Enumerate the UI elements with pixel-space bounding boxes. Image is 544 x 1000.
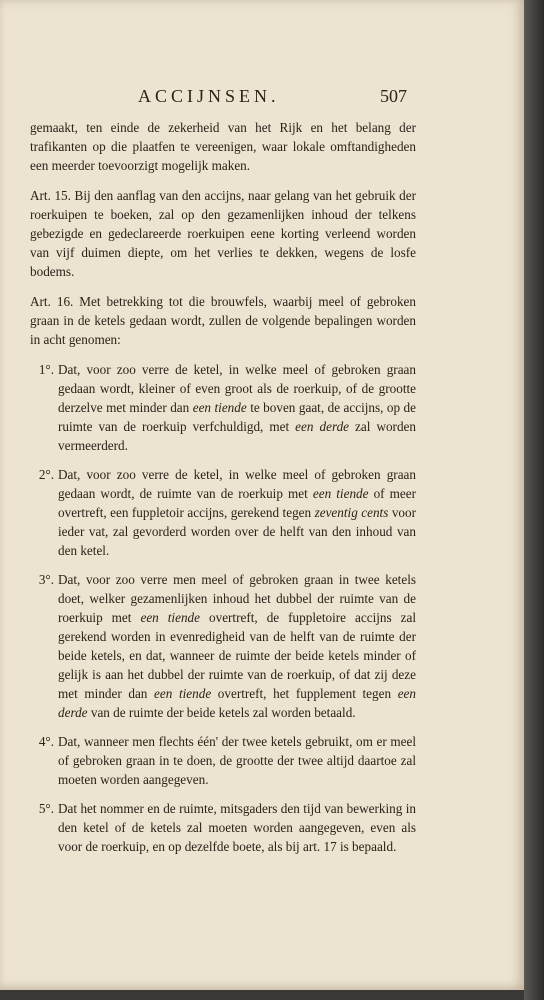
text-run: overtreft, het fupplement tegen <box>211 686 398 701</box>
item-number: 2°. <box>38 467 54 482</box>
list-item <box>30 465 416 560</box>
page-number: 507 <box>380 86 407 106</box>
italic-run: zeventig cents <box>314 505 389 520</box>
running-title: ACCIJNSEN. <box>138 86 280 106</box>
text-run: Art. 16. Met betrekking tot die brouwfels, waarbij meel of gebroken graan in de ketels gedaan wordt, zullen de volgende bepalingen worden in acht genomen: <box>30 294 416 347</box>
text-run: gemaakt, ten einde de zekerheid van het Rijk en het belang der trafikanten op die plaatfen te vereenigen, waar lokale omftandigheden een meerder toevoorzigt mogelijk maken. <box>30 120 416 173</box>
italic-run: een tiende <box>192 400 247 415</box>
item-text <box>58 732 416 789</box>
text-run: te boven gaat, de accijns, op de ruimte van de roerkuip verfchuldigd, met <box>58 400 417 434</box>
paragraph-article-15 <box>30 186 416 281</box>
item-number: 3°. <box>38 572 54 587</box>
italic-run: een tiende <box>154 686 212 701</box>
book-binding-edge <box>524 0 544 1000</box>
item-text <box>58 465 416 560</box>
item-text <box>58 570 416 722</box>
text-run: voor ieder vat, zal gevorderd worden over de helft van den inhoud van den ketel. <box>58 505 416 558</box>
page-content <box>30 118 416 866</box>
text-run: Dat, voor zoo verre de ketel, in welke meel of gebroken graan gedaan wordt, de ruimte van de roerkuip met <box>58 467 416 501</box>
list-item <box>30 732 416 789</box>
text-run: Dat, wanneer men flechts één' der twee ketels gebruikt, om er meel of gebroken graan in te doen, de grootte der twee altijd daartoe zal moeten worden aangegeven. <box>58 734 416 787</box>
text-run: Dat het nommer en de ruimte, mitsgaders den tijd van bewerking in den ketel of de ketels zal moeten worden aangegeven, even als voor de roerkuip, en op dezelfde boete, als bij art. 17 is bepaald. <box>58 801 416 854</box>
text-run: overtreft, de fuppletoire accijns zal gerekend worden in evenredigheid van de helft van de ruimte der beide ketels, en dat, wanneer de ruimte der beide ketels minder of gelijk is aan het dubbel der ruimte van de roerkuip, of dat zij deze met minder dan <box>58 610 416 701</box>
list-item <box>30 799 416 856</box>
italic-run: een derde <box>295 419 350 434</box>
item-number: 1°. <box>38 362 54 377</box>
paragraph-article-16 <box>30 292 416 349</box>
text-run: zal worden vermeerderd. <box>58 419 416 453</box>
italic-run: een derde <box>58 686 416 720</box>
page-header <box>30 86 430 110</box>
text-run: van de ruimte der beide ketels zal worden betaald. <box>87 705 356 720</box>
paragraph-continuation <box>30 118 416 175</box>
list-item <box>30 360 416 455</box>
item-number: 5°. <box>38 801 54 816</box>
item-number: 4°. <box>38 734 54 749</box>
item-text <box>58 360 416 455</box>
italic-run: een tiende <box>312 486 369 501</box>
item-text <box>58 799 416 856</box>
text-run: Dat, voor zoo verre men meel of gebroken graan in twee ketels doet, welker gezamenlijken inhoud het dubbel der ruimte van de roerkuip met <box>58 572 416 625</box>
text-run: Dat, voor zoo verre de ketel, in welke meel of gebroken graan gedaan wordt, kleiner of even groot als de roerkuip, of de grootte derzelve met minder dan <box>58 362 416 415</box>
list-item <box>30 570 416 722</box>
italic-run: een tiende <box>140 610 200 625</box>
text-run: Art. 15. Bij den aanflag van den accijns, naar gelang van het gebruik der roerkuipen te boeken, zal op den gezamenlijken inhoud der telkens gebezigde en gedeclareerde roerkuipen eene korting verleend worden van vijf duimen diepte, om het verlies te dekken, wegens de losfe bodems. <box>30 188 416 279</box>
text-run: of meer overtreft, een fuppletoir accijns, gerekend tegen <box>58 486 416 520</box>
